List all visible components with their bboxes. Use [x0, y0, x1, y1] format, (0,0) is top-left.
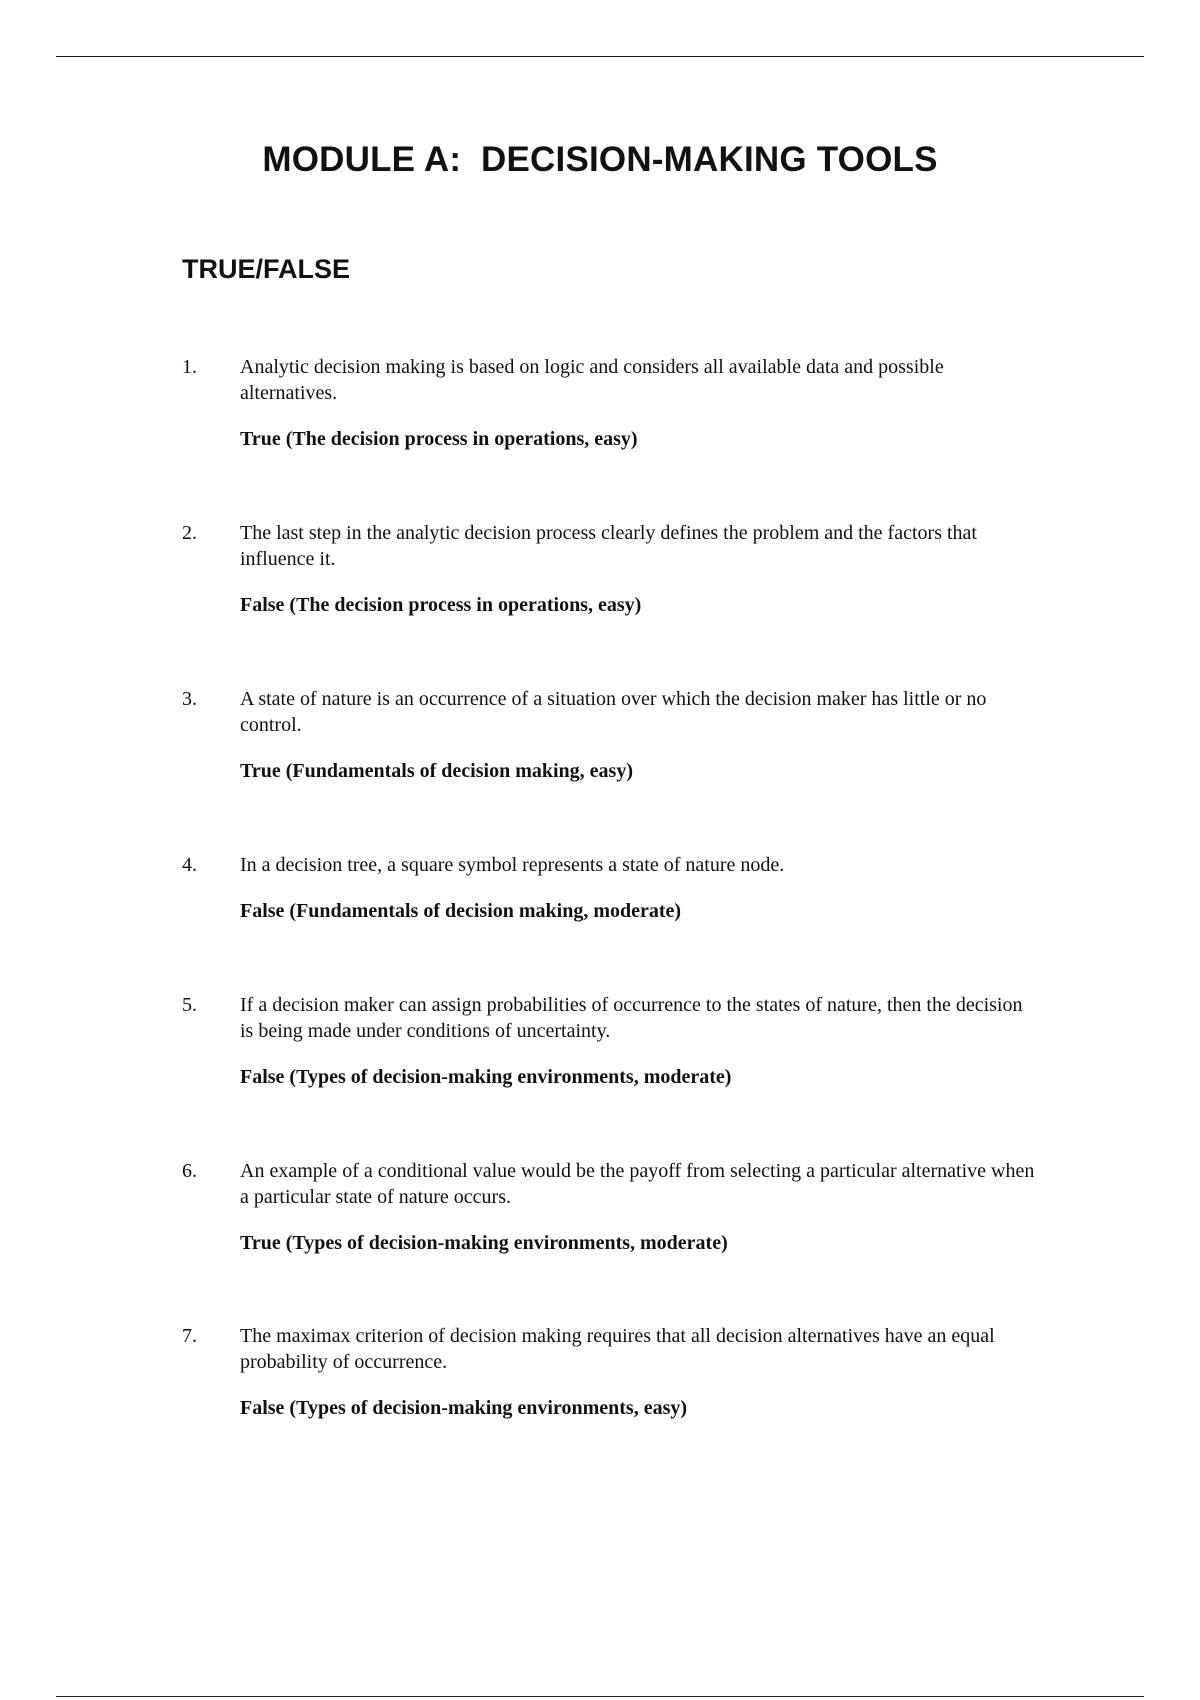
question-answer: True (The decision process in operations, easy): [240, 428, 638, 450]
question-number: 1.: [182, 356, 197, 378]
question-item: [182, 992, 1062, 1090]
question-answer: False (Types of decision-making environments, moderate): [240, 1066, 732, 1088]
question-number: 7.: [182, 1325, 197, 1347]
question-number: 4.: [182, 854, 197, 876]
question-answer: False (Types of decision-making environments, easy): [240, 1397, 688, 1419]
bottom-rule: [56, 1696, 1144, 1697]
question-answer: True (Fundamentals of decision making, easy): [240, 760, 633, 782]
top-rule: [56, 56, 1144, 57]
question-item: [182, 1323, 1062, 1421]
question-item: [182, 1158, 1062, 1256]
question-text: The last step in the analytic decision process clearly defines the problem and the factors that influence it.: [240, 522, 977, 570]
question-item: [182, 354, 1062, 452]
question-item: [182, 686, 1062, 784]
question-text: In a decision tree, a square symbol represents a state of nature node.: [240, 854, 785, 876]
question-number: 6.: [182, 1160, 197, 1182]
question-text: A state of nature is an occurrence of a situation over which the decision maker has little or no control.: [240, 688, 987, 736]
question-answer: True (Types of decision-making environments, moderate): [240, 1232, 728, 1254]
question-text: An example of a conditional value would be the payoff from selecting a particular alternative when a particular state of nature occurs.: [240, 1160, 1035, 1208]
page-title: MODULE A: DECISION-MAKING TOOLS: [262, 140, 938, 179]
question-text: If a decision maker can assign probabilities of occurrence to the states of nature, then the decision is being made under conditions of uncertainty.: [240, 994, 1023, 1042]
question-answer: False (The decision process in operations, easy): [240, 594, 642, 616]
question-answer: False (Fundamentals of decision making, moderate): [240, 900, 682, 922]
question-number: 2.: [182, 522, 197, 544]
question-item: [182, 852, 1062, 924]
question-text: Analytic decision making is based on logic and considers all available data and possible alternatives.: [240, 356, 944, 404]
question-number: 3.: [182, 688, 197, 710]
question-item: [182, 520, 1062, 618]
question-number: 5.: [182, 994, 197, 1016]
question-text: The maximax criterion of decision making requires that all decision alternatives have an equal probability of occurrence.: [240, 1325, 995, 1373]
section-heading: TRUE/FALSE: [182, 254, 351, 284]
